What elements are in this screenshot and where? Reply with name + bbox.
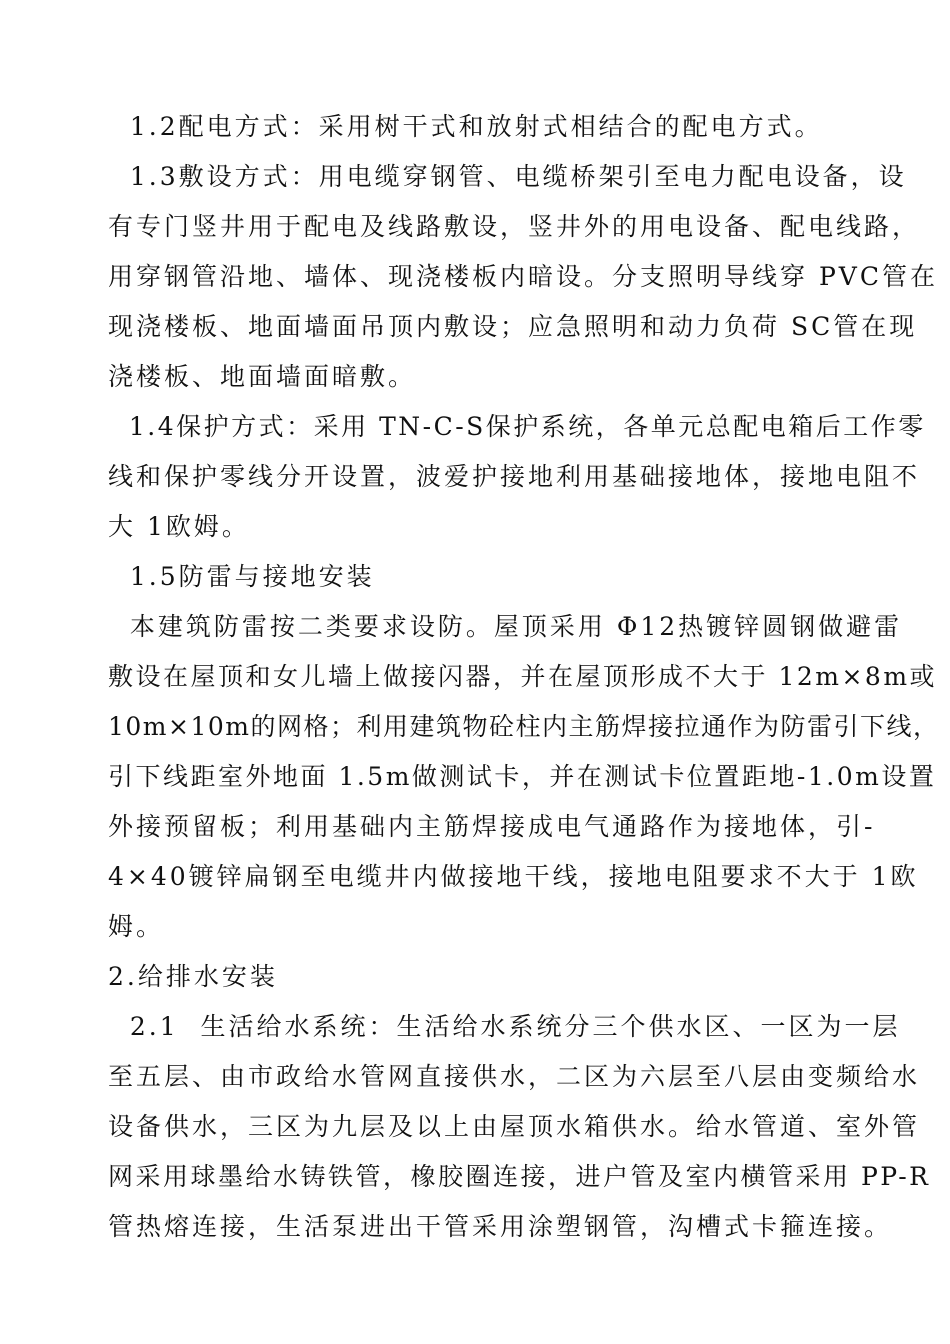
text-line: 1.3敷设方式：用电缆穿钢管、电缆桥架引至电力配电设备，设 (108, 162, 907, 191)
text-line: 10m×10m的网格；利用建筑物砼柱内主筋焊接拉通作为防雷引下线， (108, 712, 940, 741)
text-line: 有专门竖井用于配电及线路敷设，竖井外的用电设备、配电线路， (108, 212, 921, 241)
text-line: 敷设在屋顶和女儿墙上做接闪器，并在屋顶形成不大于 12m×8m或 (108, 662, 938, 691)
text-line: 本建筑防雷按二类要求设防。屋顶采用 Φ12热镀锌圆钢做避雷 (108, 612, 903, 641)
text-line: 用穿钢管沿地、墙体、现浇楼板内暗设。分支照明导线穿 PVC管在 (108, 262, 938, 291)
text-line: 1.2配电方式：采用树干式和放射式相结合的配电方式。 (108, 112, 823, 141)
text-line: 大 1欧姆。 (108, 512, 250, 541)
text-line: 网采用球墨给水铸铁管，橡胶圈连接，进户管及室内横管采用 PP-R (108, 1162, 931, 1191)
text-line: 4×40镀锌扁钢至电缆井内做接地干线，接地电阻要求不大于 1欧 (108, 862, 919, 891)
text-line: 外接预留板；利用基础内主筋焊接成电气通路作为接地体，引- (108, 812, 876, 841)
text-line: 线和保护零线分开设置，波爱护接地利用基础接地体，接地电阻不 (108, 462, 921, 491)
text-line: 姆。 (108, 912, 165, 941)
section-heading: 2.给排水安装 (108, 962, 278, 991)
text-line: 2.1 生活给水系统：生活给水系统分三个供水区、一区为一层 (108, 1012, 901, 1041)
text-line: 管热熔连接，生活泵进出干管采用涂塑钢管，沟槽式卡箍连接。 (108, 1212, 893, 1241)
section-heading: 1.5防雷与接地安装 (108, 562, 375, 591)
text-line: 浇楼板、地面墙面暗敷。 (108, 362, 417, 391)
text-line: 现浇楼板、地面墙面吊顶内敷设；应急照明和动力负荷 SC管在现 (108, 312, 918, 341)
text-line: 设备供水，三区为九层及以上由屋顶水箱供水。给水管道、室外管 (108, 1112, 921, 1141)
text-line: 至五层、由市政给水管网直接供水，二区为六层至八层由变频给水 (108, 1062, 921, 1091)
text-line: 引下线距室外地面 1.5m做测试卡，并在测试卡位置距地-1.0m设置 (108, 762, 937, 791)
text-line: 1.4保护方式：采用 TN-C-S保护系统，各单元总配电箱后工作零 (108, 412, 926, 441)
